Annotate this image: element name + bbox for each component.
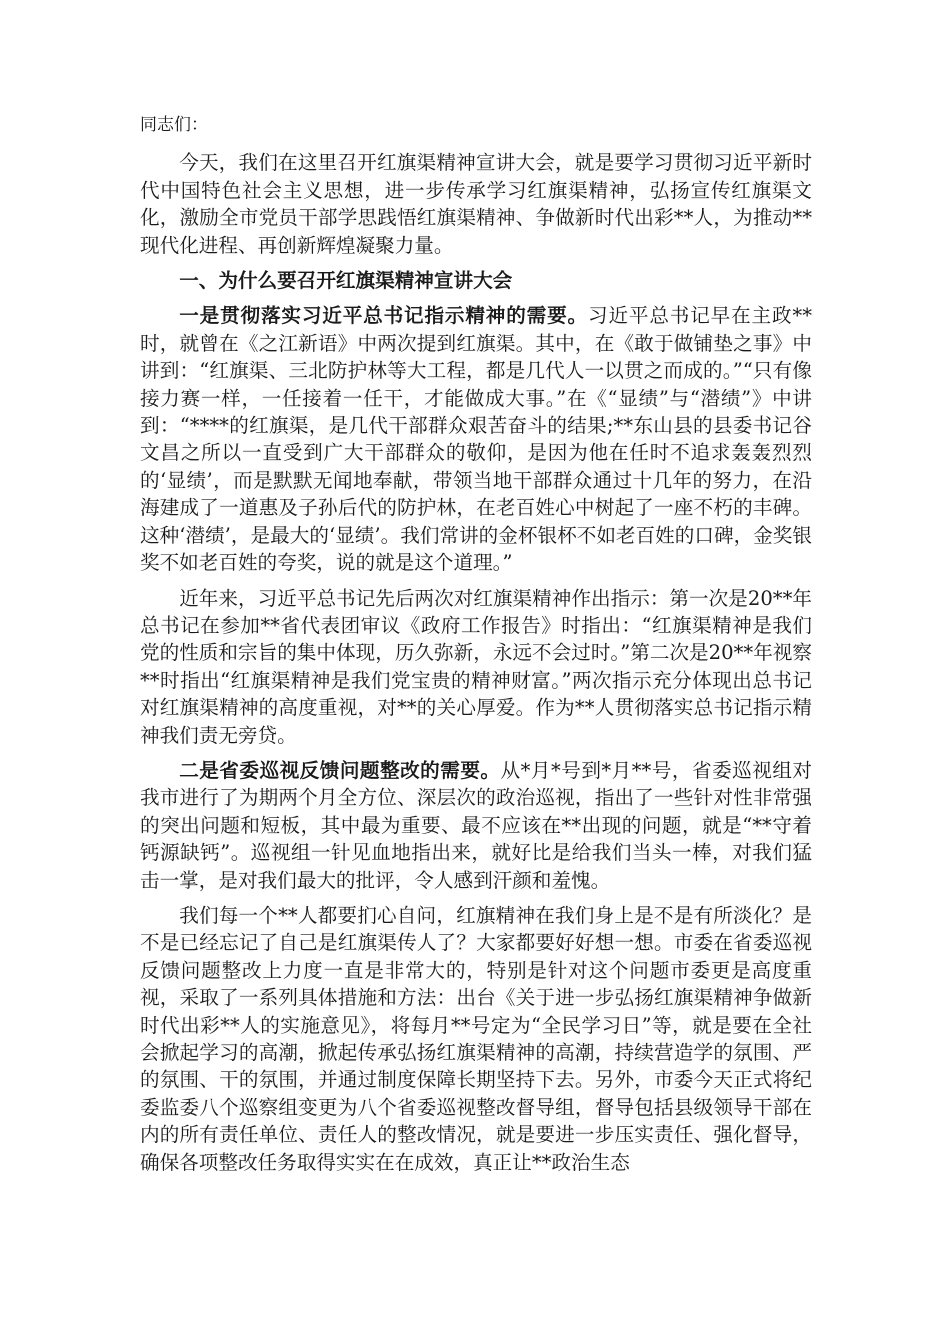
paragraph-2: 近年来，习近平总书记先后两次对红旗渠精神作出指示：第一次是20**年总书记在参加**省代表团审议《政府工作报告》时指出：“红旗渠精神是我们党的性质和宗旨的集中体现，历久弥新，永远不会过时。”第二次是20**年视察**时指出“红旗渠精神是我们党宝贵的精神财富。”两次指示充分体现出总书记对红旗渠精神的高度重视，对**的关心厚爱。作为**人贯彻落实总书记指示精神我们责无旁贷。 bbox=[140, 586, 812, 747]
paragraph-4: 我们每一个**人都要扪心自问，红旗精神在我们身上是不是有所淡化？是不是已经忘记了自己是红旗渠传人了？大家都要好好想一想。市委在省委巡视反馈问题整改上力度一直是非常大的，特别是针对这个问题市委更是高度重视，采取了一系列具体措施和方法：出台《关于进一步弘扬红旗渠精神争做新时代出彩**人的实施意见》，将每月**号定为“全民学习日”等，就是要在全社会掀起学习的高潮，掀起传承弘扬红旗渠精神的高潮，持续营造学的氛围、严的氛围、干的氛围，并通过制度保障长期坚持下去。另外，市委今天正式将纪委监委八个巡察组变更为八个省委巡视整改督导组，督导包括县级领导干部在内的所有责任单位、责任人的整改情况，就是要进一步压实责任、强化督导，确保各项整改任务取得实实在在成效，真正让**政治生态 bbox=[140, 903, 812, 1174]
salutation: 同志们： bbox=[140, 115, 208, 135]
section-heading: 一、为什么要召开红旗渠精神宣讲大会 bbox=[179, 269, 513, 293]
document-page bbox=[140, 112, 812, 1184]
paragraph-3-body: 从*月*号到*月**号，省委巡视组对我市进行了为期两个月全方位、深层次的政治巡视，指出了一些针对性非常强的突出问题和短板，其中最为重要、最不应该在**出现的问题，就是“**守着钙源缺钙”。巡视组一针见血地指出来，就好比是给我们当头一棒，对我们猛击一掌，是对我们最大的批评，令人感到汗颜和羞愧。 bbox=[140, 758, 813, 892]
paragraph-1-lead: 一是贯彻落实习近平总书记指示精神的需要。 bbox=[179, 304, 588, 328]
paragraph-3 bbox=[140, 757, 812, 894]
paragraph-3-lead: 二是省委巡视反馈问题整改的需要。 bbox=[179, 758, 501, 782]
intro-paragraph: 今天，我们在这里召开红旗渠精神宣讲大会，就是要学习贯彻习近平新时代中国特色社会主义思想，进一步传承学习红旗渠精神，弘扬宣传红旗渠文化，激励全市党员干部学思践悟红旗渠精神、争做新时代出彩**人，为推动**现代化进程、再创新辉煌凝聚力量。 bbox=[140, 151, 812, 257]
paragraph-1 bbox=[140, 302, 812, 576]
paragraph-1-body: 习近平总书记早在主政**时，就曾在《之江新语》中两次提到红旗渠。其中，在《敢于做铺垫之事》中讲到：“红旗渠、三北防护林等大工程，都是几代人一以贯之而成的。”“只有像接力赛一样，一任接着一任干，才能做成大事。”在《“显绩”与“潜绩”》中讲到：“****的红旗渠，是几代干部群众艰苦奋斗的结果;**东山县的县委书记谷文昌之所以一直受到广大干部群众的敬仰，是因为他在任时不追求轰轰烈烈的‘显绩’，而是默默无闻地奉献，带领当地干部群众通过十几年的努力，在沿海建成了一道惠及子孙后代的防护林，在老百姓心中树起了一座不朽的丰碑。这种‘潜绩’，是最大的‘显绩’。我们常讲的金杯银杯不如老百姓的口碑，金奖银奖不如老百姓的夸奖，说的就是这个道理。” bbox=[140, 304, 812, 575]
